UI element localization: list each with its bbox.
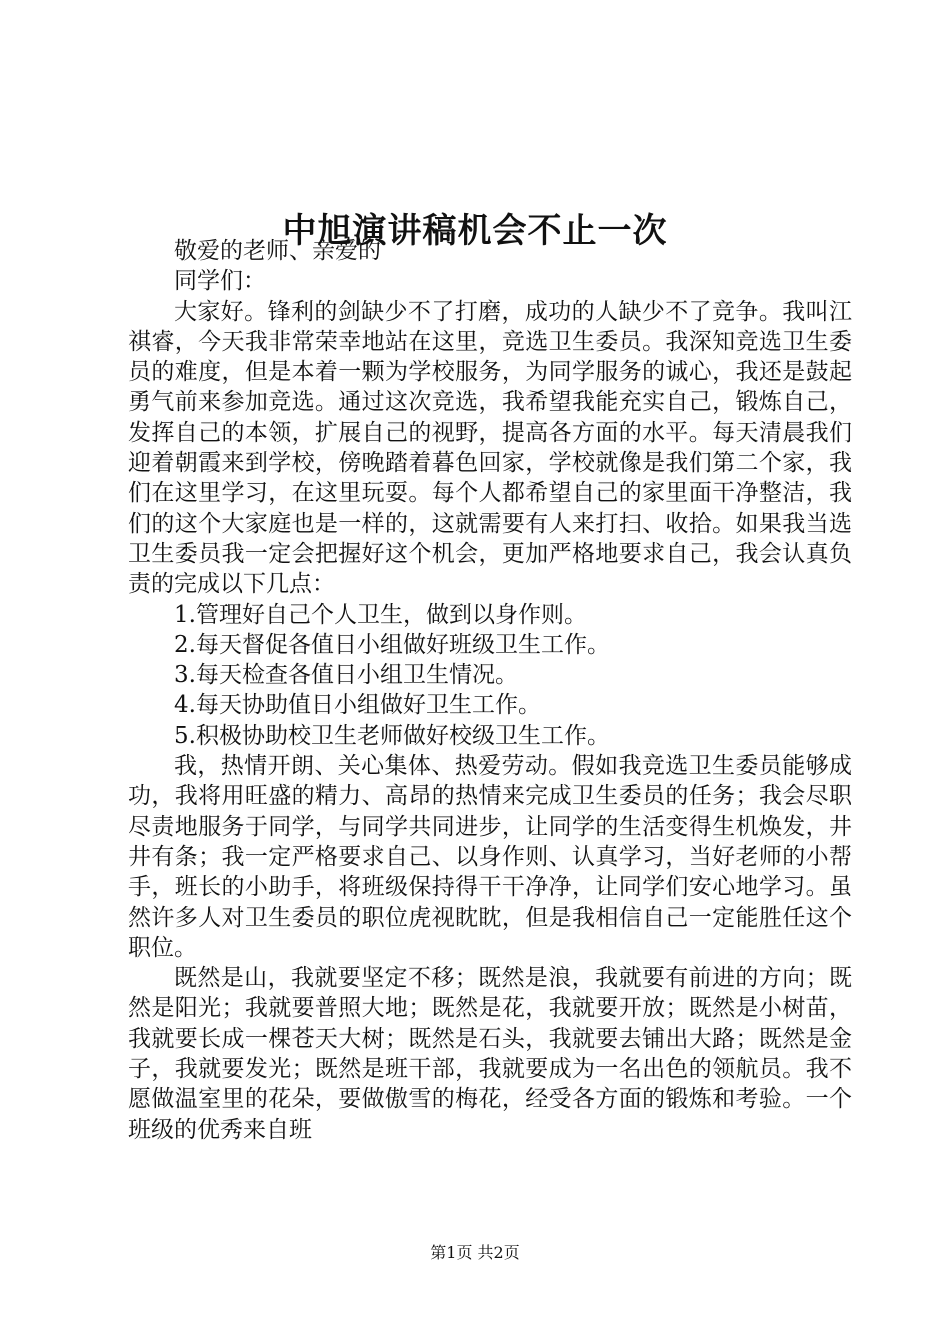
list-item-4: 4.每天协助值日小组做好卫生工作。 xyxy=(174,692,541,719)
paragraph-intro: 大家好。锋利的剑缺少不了打磨，成功的人缺少不了竞争。我叫江祺睿，今天我非常荣幸地站在这里，竞选卫生委员。我深知竞选卫生委员的难度，但是本着一颗为学校服务，为同学服务的诚心，我还是鼓起勇气前来参加竞选。通过这次竞选，我希望我能充实自己，锻炼自己，发挥自己的本领，扩展自己的视野，提高各方面的水平。每天清晨我们迎着朝霞来到学校，傍晚踏着暮色回家，学校就像是我们第二个家，我们在这里学习，在这里玩耍。每个人都希望自己的家里面干净整洁，我们的这个大家庭也是一样的，这就需要有人来打扫、收拾。如果我当选卫生委员我一定会把握好这个机会，更加严格地要求自己，我会认真负责的完成以下几点： xyxy=(128,298,852,598)
document-body xyxy=(128,236,852,1145)
paragraph-closing: 既然是山，我就要坚定不移；既然是浪，我就要有前进的方向；既然是阳光；我就要普照大地；既然是花，我就要开放；既然是小树苗，我就要长成一棵苍天大树；既然是石头，我就要去铺出大路；既然是金子，我就要发光；既然是班干部，我就要成为一名出色的领航员。我不愿做温室里的花朵，要做傲雪的梅花，经受各方面的锻炼和考验。一个班级的优秀来自班 xyxy=(128,965,852,1143)
list-item-3: 3.每天检查各值日小组卫生情况。 xyxy=(174,662,518,689)
page-footer: 第1页 共2页 xyxy=(430,1243,520,1262)
paragraph-self-intro: 我，热情开朗、关心集体、热爱劳动。假如我竞选卫生委员能够成功，我将用旺盛的精力、高昂的热情来完成卫生委员的任务；我会尽职尽责地服务于同学，与同学共同进步，让同学的生活变得生机焕发，井井有条；我一定严格要求自己、以身作则、认真学习，当好老师的小帮手，班长的小助手，将班级保持得干干净净，让同学们安心地学习。虽然许多人对卫生委员的职位虎视眈眈，但是我相信自己一定能胜任这个职位。 xyxy=(128,753,852,961)
list-item-1: 1.管理好自己个人卫生，做到以身作则。 xyxy=(174,601,587,628)
salutation-line-2: 同学们： xyxy=(174,268,266,295)
list-item-5: 5.积极协助校卫生老师做好校级卫生工作。 xyxy=(174,722,610,749)
list-item-2: 2.每天督促各值日小组做好班级卫生工作。 xyxy=(174,631,610,658)
salutation-line-1: 敬爱的老师、亲爱的 xyxy=(174,238,381,264)
document-title: 中旭演讲稿机会不止一次 xyxy=(282,210,668,251)
